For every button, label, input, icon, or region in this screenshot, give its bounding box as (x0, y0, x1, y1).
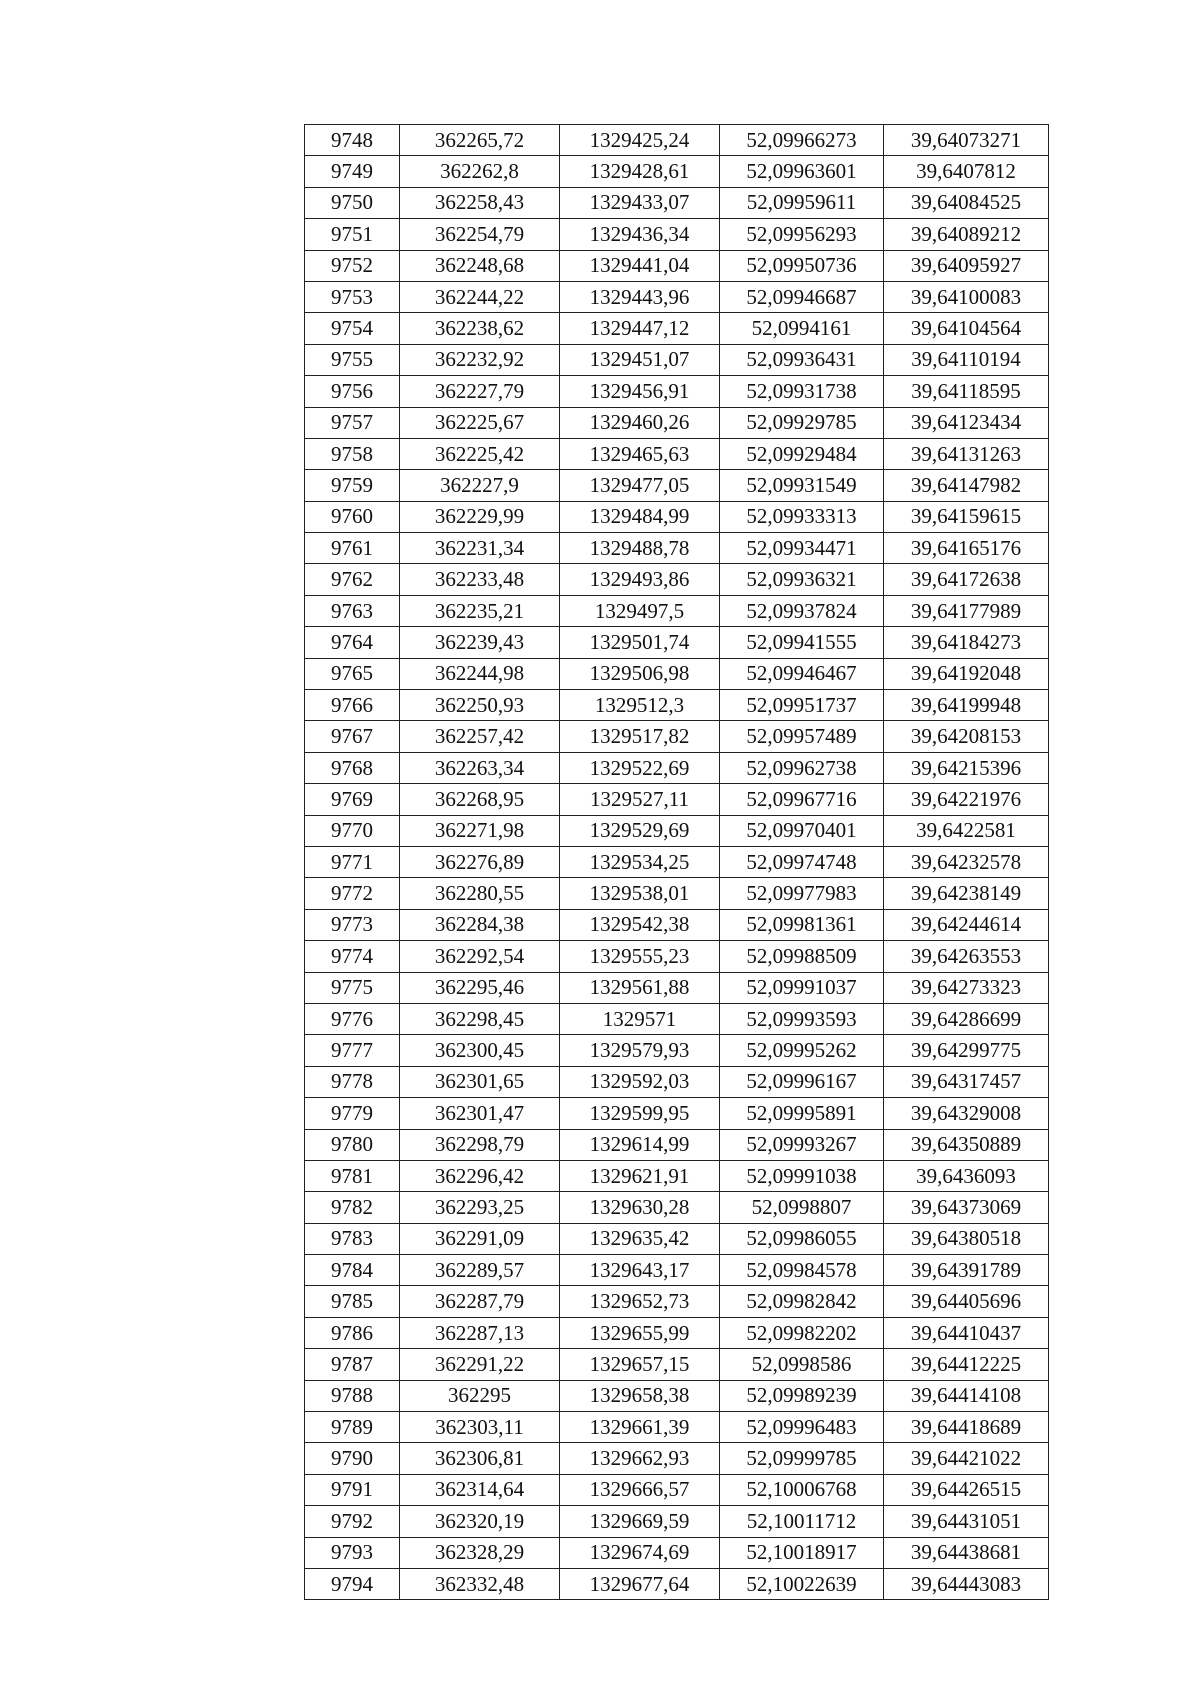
latitude-cell: 52,09956293 (720, 219, 884, 250)
y-coordinate-cell: 1329456,91 (560, 376, 720, 407)
x-coordinate-cell: 362295,46 (400, 972, 560, 1003)
longitude-cell: 39,64244614 (884, 909, 1049, 940)
x-coordinate-cell: 362291,22 (400, 1349, 560, 1380)
y-coordinate-cell: 1329542,38 (560, 909, 720, 940)
x-coordinate-cell: 362314,64 (400, 1474, 560, 1505)
point-number-cell: 9772 (305, 878, 400, 909)
table-row (305, 815, 1049, 846)
point-number-cell: 9773 (305, 909, 400, 940)
longitude-cell: 39,64286699 (884, 1003, 1049, 1034)
latitude-cell: 52,09937824 (720, 595, 884, 626)
y-coordinate-cell: 1329451,07 (560, 344, 720, 375)
point-number-cell: 9787 (305, 1349, 400, 1380)
latitude-cell: 52,09946467 (720, 658, 884, 689)
x-coordinate-cell: 362248,68 (400, 250, 560, 281)
latitude-cell: 52,09993593 (720, 1003, 884, 1034)
longitude-cell: 39,64412225 (884, 1349, 1049, 1380)
longitude-cell: 39,64350889 (884, 1129, 1049, 1160)
table-row (305, 1192, 1049, 1223)
latitude-cell: 52,09991038 (720, 1160, 884, 1191)
longitude-cell: 39,64221976 (884, 784, 1049, 815)
longitude-cell: 39,64177989 (884, 595, 1049, 626)
point-number-cell: 9758 (305, 438, 400, 469)
x-coordinate-cell: 362229,99 (400, 501, 560, 532)
table-row (305, 627, 1049, 658)
latitude-cell: 52,09970401 (720, 815, 884, 846)
point-number-cell: 9775 (305, 972, 400, 1003)
y-coordinate-cell: 1329621,91 (560, 1160, 720, 1191)
table-row (305, 941, 1049, 972)
y-coordinate-cell: 1329501,74 (560, 627, 720, 658)
y-coordinate-cell: 1329460,26 (560, 407, 720, 438)
x-coordinate-cell: 362328,29 (400, 1537, 560, 1568)
y-coordinate-cell: 1329522,69 (560, 752, 720, 783)
latitude-cell: 52,09951737 (720, 690, 884, 721)
x-coordinate-cell: 362287,13 (400, 1317, 560, 1348)
y-coordinate-cell: 1329428,61 (560, 156, 720, 187)
latitude-cell: 52,09984578 (720, 1255, 884, 1286)
latitude-cell: 52,09981361 (720, 909, 884, 940)
latitude-cell: 52,09995262 (720, 1035, 884, 1066)
point-number-cell: 9762 (305, 564, 400, 595)
longitude-cell: 39,64273323 (884, 972, 1049, 1003)
point-number-cell: 9757 (305, 407, 400, 438)
longitude-cell: 39,64095927 (884, 250, 1049, 281)
longitude-cell: 39,64110194 (884, 344, 1049, 375)
point-number-cell: 9759 (305, 470, 400, 501)
latitude-cell: 52,09977983 (720, 878, 884, 909)
point-number-cell: 9781 (305, 1160, 400, 1191)
x-coordinate-cell: 362306,81 (400, 1443, 560, 1474)
x-coordinate-cell: 362244,22 (400, 281, 560, 312)
y-coordinate-cell: 1329657,15 (560, 1349, 720, 1380)
latitude-cell: 52,09962738 (720, 752, 884, 783)
point-number-cell: 9769 (305, 784, 400, 815)
y-coordinate-cell: 1329579,93 (560, 1035, 720, 1066)
point-number-cell: 9774 (305, 941, 400, 972)
longitude-cell: 39,64100083 (884, 281, 1049, 312)
longitude-cell: 39,64317457 (884, 1066, 1049, 1097)
longitude-cell: 39,64104564 (884, 313, 1049, 344)
x-coordinate-cell: 362268,95 (400, 784, 560, 815)
table-row (305, 219, 1049, 250)
y-coordinate-cell: 1329538,01 (560, 878, 720, 909)
table-row (305, 564, 1049, 595)
table-row (305, 595, 1049, 626)
x-coordinate-cell: 362320,19 (400, 1506, 560, 1537)
latitude-cell: 52,09936431 (720, 344, 884, 375)
table-row (305, 658, 1049, 689)
longitude-cell: 39,6407812 (884, 156, 1049, 187)
x-coordinate-cell: 362250,93 (400, 690, 560, 721)
y-coordinate-cell: 1329635,42 (560, 1223, 720, 1254)
longitude-cell: 39,64208153 (884, 721, 1049, 752)
latitude-cell: 52,0994161 (720, 313, 884, 344)
point-number-cell: 9764 (305, 627, 400, 658)
table-row (305, 407, 1049, 438)
point-number-cell: 9793 (305, 1537, 400, 1568)
table-row (305, 1098, 1049, 1129)
point-number-cell: 9771 (305, 846, 400, 877)
point-number-cell: 9783 (305, 1223, 400, 1254)
point-number-cell: 9763 (305, 595, 400, 626)
y-coordinate-cell: 1329512,3 (560, 690, 720, 721)
y-coordinate-cell: 1329555,23 (560, 941, 720, 972)
latitude-cell: 52,0998807 (720, 1192, 884, 1223)
y-coordinate-cell: 1329592,03 (560, 1066, 720, 1097)
longitude-cell: 39,64421022 (884, 1443, 1049, 1474)
x-coordinate-cell: 362227,9 (400, 470, 560, 501)
y-coordinate-cell: 1329465,63 (560, 438, 720, 469)
table-row (305, 1129, 1049, 1160)
longitude-cell: 39,64373069 (884, 1192, 1049, 1223)
table-row (305, 281, 1049, 312)
point-number-cell: 9756 (305, 376, 400, 407)
table-row (305, 690, 1049, 721)
point-number-cell: 9766 (305, 690, 400, 721)
x-coordinate-cell: 362238,62 (400, 313, 560, 344)
x-coordinate-cell: 362293,25 (400, 1192, 560, 1223)
table-row (305, 1066, 1049, 1097)
point-number-cell: 9788 (305, 1380, 400, 1411)
latitude-cell: 52,09967716 (720, 784, 884, 815)
point-number-cell: 9789 (305, 1412, 400, 1443)
y-coordinate-cell: 1329674,69 (560, 1537, 720, 1568)
y-coordinate-cell: 1329661,39 (560, 1412, 720, 1443)
x-coordinate-cell: 362254,79 (400, 219, 560, 250)
longitude-cell: 39,6422581 (884, 815, 1049, 846)
y-coordinate-cell: 1329614,99 (560, 1129, 720, 1160)
y-coordinate-cell: 1329433,07 (560, 187, 720, 218)
latitude-cell: 52,09931738 (720, 376, 884, 407)
x-coordinate-cell: 362298,45 (400, 1003, 560, 1034)
point-number-cell: 9750 (305, 187, 400, 218)
longitude-cell: 39,64184273 (884, 627, 1049, 658)
table-row (305, 187, 1049, 218)
point-number-cell: 9794 (305, 1568, 400, 1599)
y-coordinate-cell: 1329652,73 (560, 1286, 720, 1317)
point-number-cell: 9779 (305, 1098, 400, 1129)
point-number-cell: 9782 (305, 1192, 400, 1223)
y-coordinate-cell: 1329658,38 (560, 1380, 720, 1411)
latitude-cell: 52,09934471 (720, 533, 884, 564)
latitude-cell: 52,09988509 (720, 941, 884, 972)
longitude-cell: 39,64426515 (884, 1474, 1049, 1505)
y-coordinate-cell: 1329443,96 (560, 281, 720, 312)
longitude-cell: 39,64084525 (884, 187, 1049, 218)
y-coordinate-cell: 1329425,24 (560, 125, 720, 156)
table-row (305, 1223, 1049, 1254)
latitude-cell: 52,09989239 (720, 1380, 884, 1411)
y-coordinate-cell: 1329527,11 (560, 784, 720, 815)
table-row (305, 438, 1049, 469)
point-number-cell: 9786 (305, 1317, 400, 1348)
y-coordinate-cell: 1329669,59 (560, 1506, 720, 1537)
latitude-cell: 52,09950736 (720, 250, 884, 281)
point-number-cell: 9765 (305, 658, 400, 689)
x-coordinate-cell: 362235,21 (400, 595, 560, 626)
table-row (305, 1160, 1049, 1191)
longitude-cell: 39,64172638 (884, 564, 1049, 595)
longitude-cell: 39,64118595 (884, 376, 1049, 407)
latitude-cell: 52,09999785 (720, 1443, 884, 1474)
x-coordinate-cell: 362301,47 (400, 1098, 560, 1129)
latitude-cell: 52,09929785 (720, 407, 884, 438)
table-row (305, 878, 1049, 909)
x-coordinate-cell: 362244,98 (400, 658, 560, 689)
table-row (305, 1286, 1049, 1317)
y-coordinate-cell: 1329506,98 (560, 658, 720, 689)
y-coordinate-cell: 1329488,78 (560, 533, 720, 564)
y-coordinate-cell: 1329662,93 (560, 1443, 720, 1474)
latitude-cell: 52,09946687 (720, 281, 884, 312)
point-number-cell: 9755 (305, 344, 400, 375)
table-row (305, 909, 1049, 940)
point-number-cell: 9777 (305, 1035, 400, 1066)
latitude-cell: 52,09996483 (720, 1412, 884, 1443)
latitude-cell: 52,0998586 (720, 1349, 884, 1380)
coordinates-table (304, 124, 1049, 1600)
latitude-cell: 52,09993267 (720, 1129, 884, 1160)
table-row (305, 846, 1049, 877)
longitude-cell: 39,64418689 (884, 1412, 1049, 1443)
x-coordinate-cell: 362263,34 (400, 752, 560, 783)
x-coordinate-cell: 362231,34 (400, 533, 560, 564)
point-number-cell: 9753 (305, 281, 400, 312)
x-coordinate-cell: 362265,72 (400, 125, 560, 156)
table-row (305, 501, 1049, 532)
table-row (305, 1349, 1049, 1380)
point-number-cell: 9785 (305, 1286, 400, 1317)
point-number-cell: 9790 (305, 1443, 400, 1474)
table-row (305, 376, 1049, 407)
y-coordinate-cell: 1329643,17 (560, 1255, 720, 1286)
table-row (305, 533, 1049, 564)
y-coordinate-cell: 1329436,34 (560, 219, 720, 250)
table-row (305, 313, 1049, 344)
table-row (305, 470, 1049, 501)
table-row (305, 1380, 1049, 1411)
x-coordinate-cell: 362227,79 (400, 376, 560, 407)
point-number-cell: 9752 (305, 250, 400, 281)
x-coordinate-cell: 362301,65 (400, 1066, 560, 1097)
point-number-cell: 9748 (305, 125, 400, 156)
y-coordinate-cell: 1329497,5 (560, 595, 720, 626)
latitude-cell: 52,09963601 (720, 156, 884, 187)
x-coordinate-cell: 362271,98 (400, 815, 560, 846)
longitude-cell: 39,64329008 (884, 1098, 1049, 1129)
point-number-cell: 9761 (305, 533, 400, 564)
x-coordinate-cell: 362280,55 (400, 878, 560, 909)
longitude-cell: 39,64215396 (884, 752, 1049, 783)
point-number-cell: 9792 (305, 1506, 400, 1537)
y-coordinate-cell: 1329484,99 (560, 501, 720, 532)
table-row (305, 1035, 1049, 1066)
y-coordinate-cell: 1329571 (560, 1003, 720, 1034)
x-coordinate-cell: 362239,43 (400, 627, 560, 658)
x-coordinate-cell: 362233,48 (400, 564, 560, 595)
table-row (305, 344, 1049, 375)
table-row (305, 1412, 1049, 1443)
latitude-cell: 52,09957489 (720, 721, 884, 752)
table-row (305, 1474, 1049, 1505)
point-number-cell: 9768 (305, 752, 400, 783)
table-row (305, 1568, 1049, 1599)
latitude-cell: 52,09982202 (720, 1317, 884, 1348)
longitude-cell: 39,64405696 (884, 1286, 1049, 1317)
y-coordinate-cell: 1329493,86 (560, 564, 720, 595)
longitude-cell: 39,64263553 (884, 941, 1049, 972)
latitude-cell: 52,09929484 (720, 438, 884, 469)
x-coordinate-cell: 362232,92 (400, 344, 560, 375)
x-coordinate-cell: 362298,79 (400, 1129, 560, 1160)
latitude-cell: 52,09936321 (720, 564, 884, 595)
x-coordinate-cell: 362225,67 (400, 407, 560, 438)
y-coordinate-cell: 1329666,57 (560, 1474, 720, 1505)
table-row (305, 752, 1049, 783)
table-row (305, 125, 1049, 156)
point-number-cell: 9780 (305, 1129, 400, 1160)
latitude-cell: 52,09933313 (720, 501, 884, 532)
latitude-cell: 52,09931549 (720, 470, 884, 501)
table-row (305, 1003, 1049, 1034)
longitude-cell: 39,6436093 (884, 1160, 1049, 1191)
table-row (305, 1443, 1049, 1474)
longitude-cell: 39,64123434 (884, 407, 1049, 438)
latitude-cell: 52,09959611 (720, 187, 884, 218)
y-coordinate-cell: 1329477,05 (560, 470, 720, 501)
point-number-cell: 9776 (305, 1003, 400, 1034)
longitude-cell: 39,64147982 (884, 470, 1049, 501)
table-row (305, 1506, 1049, 1537)
longitude-cell: 39,64131263 (884, 438, 1049, 469)
point-number-cell: 9751 (305, 219, 400, 250)
x-coordinate-cell: 362258,43 (400, 187, 560, 218)
longitude-cell: 39,64414108 (884, 1380, 1049, 1411)
x-coordinate-cell: 362284,38 (400, 909, 560, 940)
latitude-cell: 52,09974748 (720, 846, 884, 877)
y-coordinate-cell: 1329529,69 (560, 815, 720, 846)
latitude-cell: 52,10011712 (720, 1506, 884, 1537)
table-row (305, 1537, 1049, 1568)
longitude-cell: 39,64232578 (884, 846, 1049, 877)
x-coordinate-cell: 362291,09 (400, 1223, 560, 1254)
x-coordinate-cell: 362262,8 (400, 156, 560, 187)
longitude-cell: 39,64165176 (884, 533, 1049, 564)
latitude-cell: 52,10018917 (720, 1537, 884, 1568)
y-coordinate-cell: 1329655,99 (560, 1317, 720, 1348)
latitude-cell: 52,09986055 (720, 1223, 884, 1254)
y-coordinate-cell: 1329677,64 (560, 1568, 720, 1599)
longitude-cell: 39,64438681 (884, 1537, 1049, 1568)
point-number-cell: 9778 (305, 1066, 400, 1097)
point-number-cell: 9760 (305, 501, 400, 532)
y-coordinate-cell: 1329599,95 (560, 1098, 720, 1129)
y-coordinate-cell: 1329561,88 (560, 972, 720, 1003)
x-coordinate-cell: 362292,54 (400, 941, 560, 972)
longitude-cell: 39,64380518 (884, 1223, 1049, 1254)
point-number-cell: 9754 (305, 313, 400, 344)
longitude-cell: 39,64410437 (884, 1317, 1049, 1348)
latitude-cell: 52,09941555 (720, 627, 884, 658)
latitude-cell: 52,09982842 (720, 1286, 884, 1317)
longitude-cell: 39,64159615 (884, 501, 1049, 532)
latitude-cell: 52,09995891 (720, 1098, 884, 1129)
table-row (305, 784, 1049, 815)
x-coordinate-cell: 362276,89 (400, 846, 560, 877)
table-row (305, 250, 1049, 281)
point-number-cell: 9749 (305, 156, 400, 187)
longitude-cell: 39,64089212 (884, 219, 1049, 250)
point-number-cell: 9784 (305, 1255, 400, 1286)
x-coordinate-cell: 362300,45 (400, 1035, 560, 1066)
x-coordinate-cell: 362257,42 (400, 721, 560, 752)
y-coordinate-cell: 1329447,12 (560, 313, 720, 344)
latitude-cell: 52,09996167 (720, 1066, 884, 1097)
x-coordinate-cell: 362295 (400, 1380, 560, 1411)
latitude-cell: 52,09966273 (720, 125, 884, 156)
point-number-cell: 9791 (305, 1474, 400, 1505)
coordinates-table-body (305, 125, 1049, 1600)
point-number-cell: 9770 (305, 815, 400, 846)
latitude-cell: 52,10022639 (720, 1568, 884, 1599)
x-coordinate-cell: 362287,79 (400, 1286, 560, 1317)
x-coordinate-cell: 362296,42 (400, 1160, 560, 1191)
x-coordinate-cell: 362303,11 (400, 1412, 560, 1443)
x-coordinate-cell: 362289,57 (400, 1255, 560, 1286)
table-row (305, 156, 1049, 187)
y-coordinate-cell: 1329441,04 (560, 250, 720, 281)
y-coordinate-cell: 1329630,28 (560, 1192, 720, 1223)
longitude-cell: 39,64192048 (884, 658, 1049, 689)
longitude-cell: 39,64431051 (884, 1506, 1049, 1537)
table-row (305, 1317, 1049, 1348)
longitude-cell: 39,64238149 (884, 878, 1049, 909)
longitude-cell: 39,64443083 (884, 1568, 1049, 1599)
longitude-cell: 39,64299775 (884, 1035, 1049, 1066)
longitude-cell: 39,64199948 (884, 690, 1049, 721)
table-row (305, 1255, 1049, 1286)
x-coordinate-cell: 362332,48 (400, 1568, 560, 1599)
point-number-cell: 9767 (305, 721, 400, 752)
x-coordinate-cell: 362225,42 (400, 438, 560, 469)
latitude-cell: 52,10006768 (720, 1474, 884, 1505)
table-row (305, 721, 1049, 752)
table-row (305, 972, 1049, 1003)
longitude-cell: 39,64391789 (884, 1255, 1049, 1286)
y-coordinate-cell: 1329534,25 (560, 846, 720, 877)
longitude-cell: 39,64073271 (884, 125, 1049, 156)
latitude-cell: 52,09991037 (720, 972, 884, 1003)
y-coordinate-cell: 1329517,82 (560, 721, 720, 752)
